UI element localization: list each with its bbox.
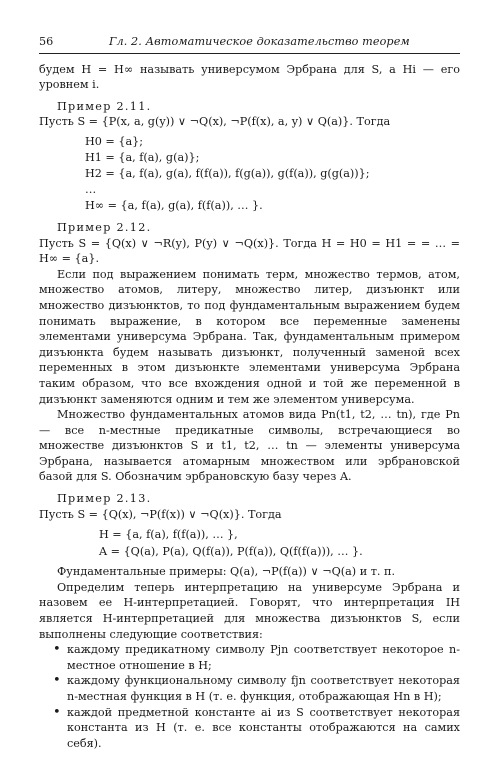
running-header	[39, 34, 460, 54]
page-number: 56	[39, 35, 54, 48]
list-item: • каждой предметной константе ai из S соответствует некоторая константа из H (т. е. все константы отображаются на самих себя).	[57, 705, 460, 752]
example-2-11-label: Пример 2.11.	[57, 99, 152, 113]
paragraph-ground-examples: Фундаментальные примеры: Q(a), ¬P(f(a)) ∨ ¬Q(a) и т. п.	[57, 565, 396, 579]
example-2-13-text: Пусть S = {Q(x), ¬P(f(x)) ∨ ¬Q(x)}. Тогда	[39, 507, 282, 521]
formula-hinf: H∞ = {a, f(a), g(a), f(f(a)), … }.	[85, 198, 263, 212]
example-2-12-label: Пример 2.12.	[57, 220, 152, 234]
example-2-13-formulas	[39, 526, 460, 560]
paragraph-ground-expression: Если под выражением понимать терм, множество термов, атом, множество атомов, литеру, множество литер, дизъюнкт или множество дизъюнктов, то под фундаментальным выражением будем понимать выражение, в котором все переменные заменены элементами универсума Эрбрана. Так, фундаментальным примером дизъюнкта будем называть дизъюнкт, полученный заменой всех переменных в этом дизъюнкте элементами универсума Эрбрана таким образом, что все вхождения одной и той же переменной в дизъюнкт заменяются одним и тем же элементом универсума.	[39, 267, 460, 406]
example-2-12-text: Пусть S = {Q(x) ∨ ¬R(y), P(y) ∨ ¬Q(x)}. Тогда H = H0 = H1 = = … = H∞ = {a}.	[39, 236, 460, 266]
formula-a: A = {Q(a), P(a), Q(f(a)), P(f(a)), Q(f(f(a))), … }.	[99, 545, 363, 559]
list-item: • каждому предикатному символу Pjn соответствует некоторое n-местное отношение в H;	[57, 642, 460, 673]
paragraph-universe: будем H = H∞ называть универсумом Эрбрана для S, а Hi — его уровнем i.	[39, 62, 460, 92]
formula-h2: H2 = {a, f(a), g(a), f(f(a)), f(g(a)), g(f(a)), g(g(a))};	[85, 166, 370, 180]
formula-h1: H1 = {a, f(a), g(a)};	[85, 150, 200, 164]
example-2-13-label: Пример 2.13.	[57, 492, 152, 506]
correspondence-list	[39, 642, 460, 751]
paragraph-herbrand-base: Множество фундаментальных атомов вида Pn(t1, t2, … tn), где Pn — все n-местные предикатные символы, встречающиеся во множестве дизъюнктов S и t1, t2, … tn — элементы универсума Эрбрана, называется атомарным множеством или эрбрановской базой для S. Обозначим эрбрановскую базу через A.	[39, 408, 460, 484]
example-2-11-formulas	[39, 134, 460, 214]
chapter-title: Гл. 2. Автоматическое доказательство теорем	[109, 35, 410, 48]
list-item: • каждому функциональному символу fjn соответствует некоторая n-местная функция в H (т. е. функция, отображающая Hn в H);	[57, 673, 460, 704]
paragraph-h-interpretation: Определим теперь интерпретацию на универсуме Эрбрана и назовем ее H-интерпретацией. Говорят, что интерпретация IH является H-интерпретацией для множества дизъюнктов S, если выполнены следующие соответствия:	[39, 580, 460, 641]
formula-h0: H0 = {a};	[85, 134, 144, 148]
example-2-11-text: Пусть S = {P(x, a, g(y)) ∨ ¬Q(x), ¬P(f(x), a, y) ∨ Q(a)}. Тогда	[39, 115, 391, 129]
formula-h: H = {a, f(a), f(f(a)), … },	[99, 528, 238, 542]
formula-ellipsis: …	[85, 182, 97, 196]
